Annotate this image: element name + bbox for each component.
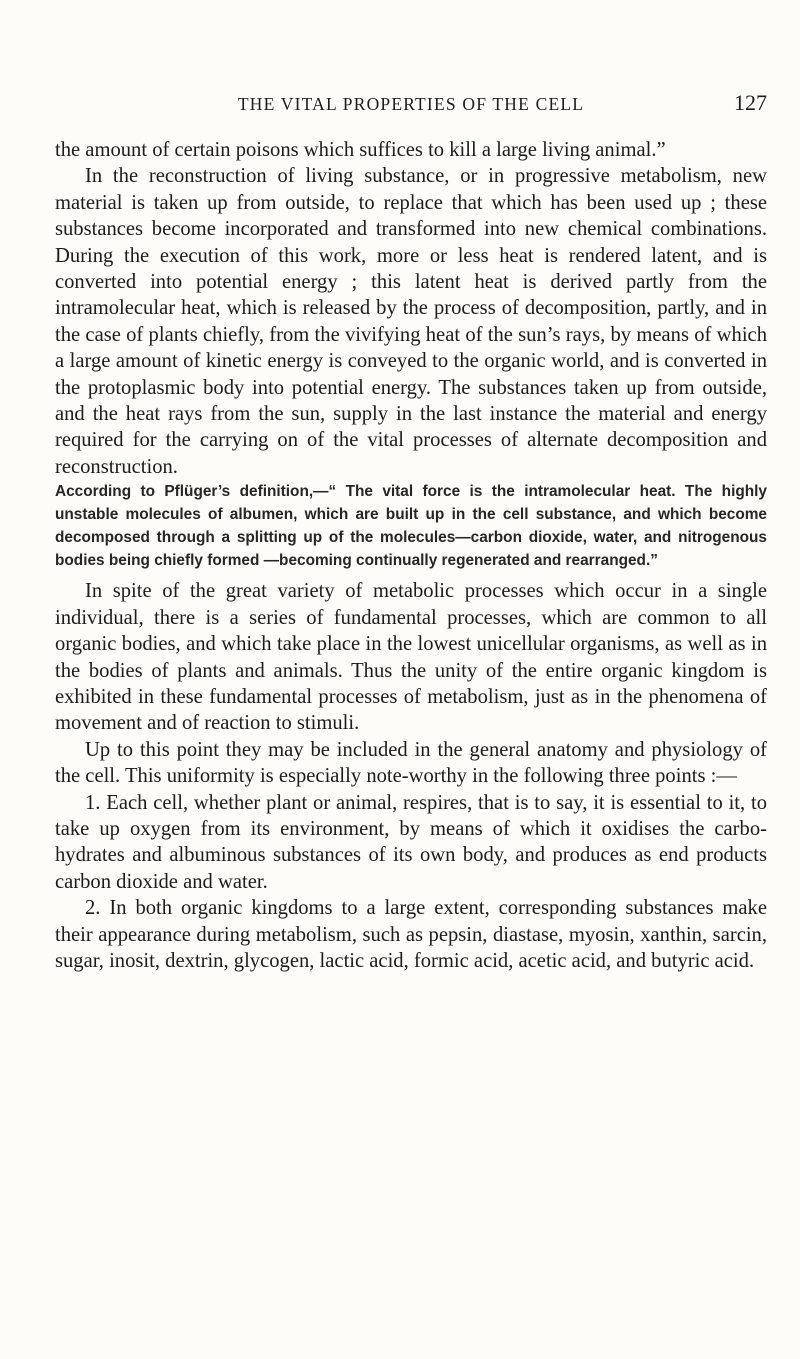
list-item-substances: 2. In both organic kingdoms to a large extent, corresponding substances make their appearance during metabolism, such as pepsin, diastase, myosin, xanthin, sarcin, sugar, inosit, dextrin, glycogen, lactic acid, formic acid, acetic acid, and butyric acid. xyxy=(55,897,767,972)
page-number: 127 xyxy=(734,90,767,115)
list-item-respiration: 1. Each cell, whether plant or animal, respires, that is to say, it is essential to it, to take up oxygen from its environment, by means of which it oxidises the carbo-hydrates and albuminous substances of its own body, and produces as end products carbon dioxide and water. xyxy=(55,791,767,893)
paragraph-continuation: the amount of certain poisons which suffices to kill a large living animal.” xyxy=(55,139,666,161)
paragraph-metabolic-variety: In spite of the great variety of metabolic processes which occur in a single individual, there is a series of fundamental processes, which are common to all organic bodies, and which take place in the lowest unicellular organisms, as well as in the bodies of plants and animals. Thus the unity of the entire organic kingdom is exhibited in these fundamental processes of metabolism, just as in the phenomena of movement and of reaction to stimuli. xyxy=(55,580,767,735)
running-title: THE VITAL PROPERTIES OF THE CELL xyxy=(237,94,585,114)
pfluger-quote: According to Pflüger’s definition,—“ The vital force is the intramolecular heat. The highly unstable molecules of albumen, which are built up in the cell substance, and which become decomposed through a splitting up of the molecules—carbon dioxide, water, and nitrogenous bodies being chiefly formed —becoming continually regenerated and rearranged.” xyxy=(55,483,767,570)
paragraph-general-anatomy: Up to this point they may be included in the general anatomy and physiology of the cell. This uniformity is especially note-worthy in the following three points :— xyxy=(55,738,767,788)
page-header xyxy=(55,90,767,122)
page-body xyxy=(55,137,767,974)
paragraph-reconstruction: In the reconstruction of living substance, or in progressive metabolism, new material is taken up from outside, to replace that which has been used up ; these substances become incorporated and transformed into new chemical combinations. During the execution of this work, more or less heat is rendered latent, and is converted into potential energy ; this latent heat is derived partly from the intramolecular heat, which is released by the process of decomposition, partly, and in the case of plants chiefly, from the vivifying heat of the sun’s rays, by means of which a large amount of kinetic energy is conveyed to the organic world, and is converted in the protoplasmic body into potential energy. The substances taken up from outside, and the heat rays from the sun, supply in the last instance the material and energy required for the carrying on of the vital processes of alternate decomposition and reconstruction. xyxy=(55,165,767,478)
